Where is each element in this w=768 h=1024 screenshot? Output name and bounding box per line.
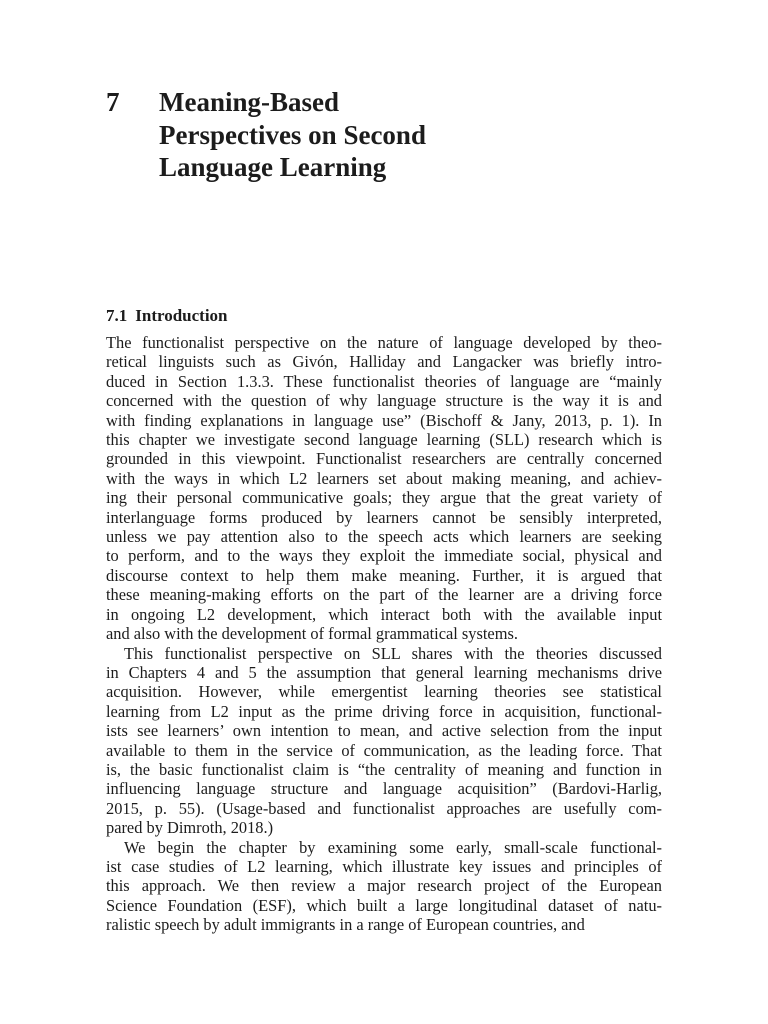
text-line: acquisition. However, while emergentist learning theories see statistical	[106, 682, 662, 702]
text-line: in Chapters 4 and 5 the assumption that general learning mechanisms drive	[106, 662, 662, 682]
text-line: this approach. We then review a major research project of the European	[106, 876, 662, 896]
text-line: interlanguage forms produced by learners cannot be sensibly interpreted,	[106, 507, 662, 527]
text-line: discourse context to help them make meaning. Further, it is argued that	[106, 565, 662, 585]
section-number: 7.1	[106, 306, 128, 325]
text-line: duced in Section 1.3.3. These functionalist theories of language are “mainly	[106, 371, 662, 391]
text-line: grounded in this viewpoint. Functionalist researchers are centrally concerned	[106, 449, 662, 469]
text-line: ing their personal communicative goals; they argue that the great variety of	[106, 488, 662, 508]
chapter-number: 7	[106, 87, 120, 117]
text-line: ralistic speech by adult immigrants in a range of European countries, and	[106, 915, 585, 935]
text-line: retical linguists such as Givón, Halliday and Langacker was briefly intro-	[106, 352, 662, 372]
chapter-title-line: Perspectives on Second	[159, 119, 426, 150]
text-line: ists see learners’ own intention to mean, and active selection from the input	[106, 721, 662, 741]
paragraph	[106, 838, 662, 935]
paragraph	[106, 333, 662, 644]
text-line: with finding explanations in language use” (Bischoff & Jany, 2013, p. 1). In	[106, 410, 662, 430]
text-line: is, the basic functionalist claim is “the centrality of meaning and function in	[106, 759, 662, 779]
section-heading	[106, 306, 228, 326]
text-line: ist case studies of L2 learning, which illustrate key issues and principles of	[106, 856, 662, 876]
text-line: this chapter we investigate second language learning (SLL) research which is	[106, 430, 662, 450]
section-title: Introduction	[135, 306, 228, 325]
text-line: pared by Dimroth, 2018.)	[106, 818, 274, 838]
text-line: available to them in the service of communication, as the leading force. That	[106, 740, 662, 760]
text-line: 2015, p. 55). (Usage-based and functionalist approaches are usefully com-	[106, 798, 662, 818]
text-line: Science Foundation (ESF), which built a large longitudinal dataset of natu-	[106, 895, 662, 915]
chapter-title-line: Language Learning	[159, 152, 387, 182]
paragraph	[106, 644, 662, 838]
text-line: concerned with the question of why language structure is the way it is and	[106, 391, 662, 411]
text-line: unless we pay attention also to the speech acts which learners are seeking	[106, 527, 662, 547]
text-line: and also with the development of formal grammatical systems.	[106, 624, 518, 644]
text-line: in ongoing L2 development, which interact both with the available input	[106, 604, 662, 624]
text-line: to perform, and to the ways they exploit the immediate social, physical and	[106, 546, 662, 566]
text-line: learning from L2 input as the prime driving force in acquisition, functional-	[106, 701, 662, 721]
text-line: We begin the chapter by examining some early, small-scale functional-	[124, 837, 662, 857]
chapter-heading	[106, 86, 426, 184]
text-line: with the ways in which L2 learners set about making meaning, and achiev-	[106, 468, 662, 488]
body-text	[106, 333, 662, 935]
chapter-title-line: Meaning-Based	[159, 87, 340, 117]
text-line: The functionalist perspective on the nature of language developed by theo-	[106, 333, 662, 352]
text-line: This functionalist perspective on SLL shares with the theories discussed	[124, 643, 662, 663]
chapter-title	[159, 86, 426, 184]
text-line: these meaning-making efforts on the part of the learner are a driving force	[106, 585, 662, 605]
text-line: influencing language structure and language acquisition” (Bardovi-Harlig,	[106, 779, 662, 799]
